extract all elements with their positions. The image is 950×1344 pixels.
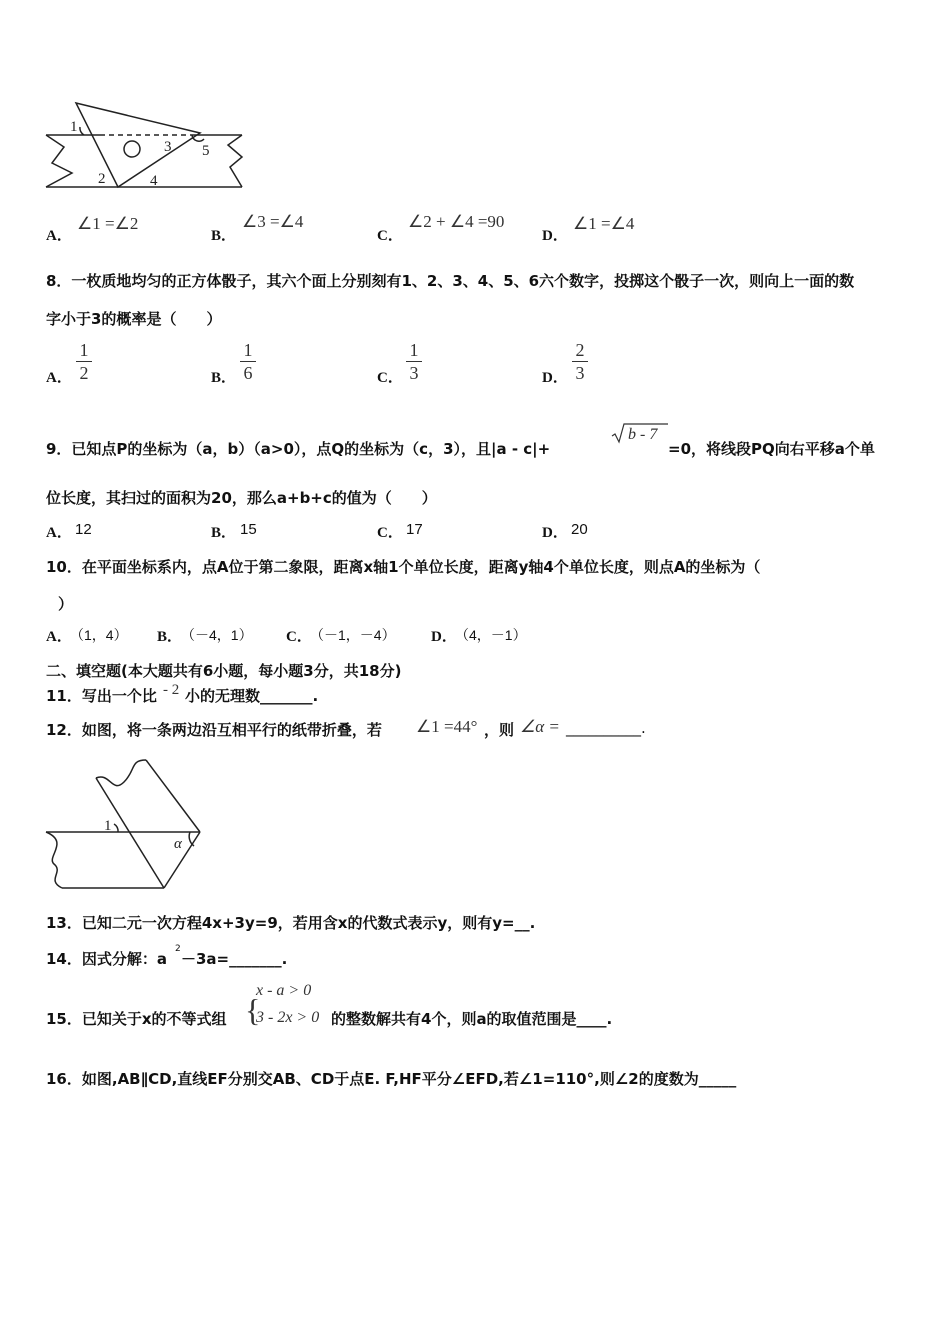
q12-label-1: 1 [104, 818, 112, 834]
q15-suffix: 的整数解共有4个，则a的取值范围是____. [331, 1010, 613, 1028]
q7-option-c-expr: ∠2 + ∠4 =90 [408, 212, 505, 231]
q8-option-b-fraction [240, 340, 256, 383]
q9-option-b-letter: B． [211, 525, 237, 541]
q8-option-a-letter: A． [46, 370, 72, 386]
q11-prefix: 11．写出一个比 [46, 687, 157, 705]
q7-figure [40, 95, 255, 195]
q10-line2: ） [58, 595, 74, 613]
q7-option-a-letter: A． [46, 228, 72, 244]
denominator: 3 [409, 363, 419, 383]
q8-option-c-fraction [406, 340, 422, 383]
q7-option-a-expr: ∠1 =∠2 [77, 214, 139, 233]
q7-option-c-letter: C． [377, 228, 403, 244]
q13-text: 13．已知二元一次方程4x+3y=9，若用含x的代数式表示y，则有y=__. [46, 914, 536, 932]
q8-option-d-letter: D． [542, 370, 568, 386]
q12-prefix: 12．如图，将一条两边沿互相平行的纸带折叠，若 [46, 721, 382, 739]
q9-option-c-value: 17 [406, 521, 423, 538]
q15-brace: { [245, 992, 261, 1028]
q14-suffix: －3a=_______. [181, 950, 288, 968]
q10-option-d-value: （4，－1） [455, 627, 527, 643]
q9-radicand: b - 7 [628, 426, 658, 443]
q7-label-3: 3 [164, 139, 172, 155]
denominator: 2 [79, 363, 89, 383]
q7-option-d-letter: D． [542, 228, 568, 244]
denominator: 3 [575, 363, 585, 383]
q10-option-c-letter: C． [286, 629, 312, 645]
q8-option-c-letter: C． [377, 370, 403, 386]
q8-option-a-fraction [76, 340, 92, 383]
q10-option-a-letter: A． [46, 629, 72, 645]
q9-line1-a: 9．已知点P的坐标为（a，b）（a>0），点Q的坐标为（c，3），且|a - c|+ [46, 440, 551, 458]
q9-option-a-value: 12 [75, 521, 92, 538]
q7-label-5: 5 [202, 143, 210, 159]
q12-suffix: __________. [566, 719, 646, 737]
numerator: 1 [79, 340, 89, 360]
denominator: 6 [243, 363, 253, 383]
q10-option-b-letter: B． [157, 629, 183, 645]
q8-option-b-letter: B． [211, 370, 237, 386]
q12-label-alpha: α [174, 836, 182, 852]
section-title: 二、填空题(本大题共有6小题，每小题3分，共18分) [46, 662, 402, 680]
q12-mid: ，则 [484, 721, 515, 739]
q7-option-b-letter: B． [211, 228, 237, 244]
q15-prefix: 15．已知关于x的不等式组 [46, 1010, 227, 1028]
q8-line1: 8．一枚质地均匀的正方体骰子，其六个面上分别刻有1、2、3、4、5、6六个数字，投掷这个骰子一次，则向上一面的数 [46, 272, 855, 290]
q14-sup: 2 [175, 944, 181, 954]
q7-label-2: 2 [98, 171, 106, 187]
q16-text: 16．如图,AB∥CD,直线EF分别交AB、CD于点E. F,HF平分∠EFD,若∠1=110°,则∠2的度数为_____ [46, 1070, 737, 1088]
q7-option-b-expr: ∠3 =∠4 [242, 212, 304, 231]
numerator: 1 [409, 340, 419, 360]
numerator: 1 [243, 340, 253, 360]
q11-math: - 2 [163, 682, 180, 698]
q12-given: ∠1 =44° [416, 717, 478, 736]
q10-option-c-value: （－1，－4） [310, 627, 396, 643]
q12-target: ∠α = [520, 717, 560, 736]
q9-option-d-letter: D． [542, 525, 568, 541]
q10-option-b-value: （－4，1） [181, 627, 253, 643]
q7-label-1: 1 [70, 119, 78, 135]
q8-option-d-fraction [572, 340, 588, 383]
q9-line1-b: =0，将线段PQ向右平移a个单 [668, 440, 875, 458]
q7-option-d-expr: ∠1 =∠4 [573, 214, 635, 233]
q9-option-b-value: 15 [240, 521, 257, 538]
q10-option-d-letter: D． [431, 629, 457, 645]
q15-ineq2: 3 - 2x > 0 [256, 1009, 320, 1026]
numerator: 2 [575, 340, 585, 360]
q14-prefix: 14．因式分解：a [46, 950, 167, 968]
q10-option-a-value: （1，4） [70, 627, 128, 643]
q8-line2: 字小于3的概率是（ ） [46, 310, 222, 328]
q9-option-a-letter: A． [46, 525, 72, 541]
q9-line2: 位长度，其扫过的面积为20，那么a+b+c的值为（ ） [46, 489, 437, 507]
q10-line1: 10．在平面坐标系内，点A位于第二象限，距离x轴1个单位长度，距离y轴4个单位长度，则点A的坐标为（ [46, 558, 761, 576]
q7-label-4: 4 [150, 173, 158, 189]
q9-option-d-value: 20 [571, 521, 588, 538]
q12-figure [40, 752, 215, 897]
q11-suffix: 小的无理数_______. [185, 687, 319, 705]
q15-ineq1: x - a > 0 [256, 982, 312, 999]
q9-option-c-letter: C． [377, 525, 403, 541]
